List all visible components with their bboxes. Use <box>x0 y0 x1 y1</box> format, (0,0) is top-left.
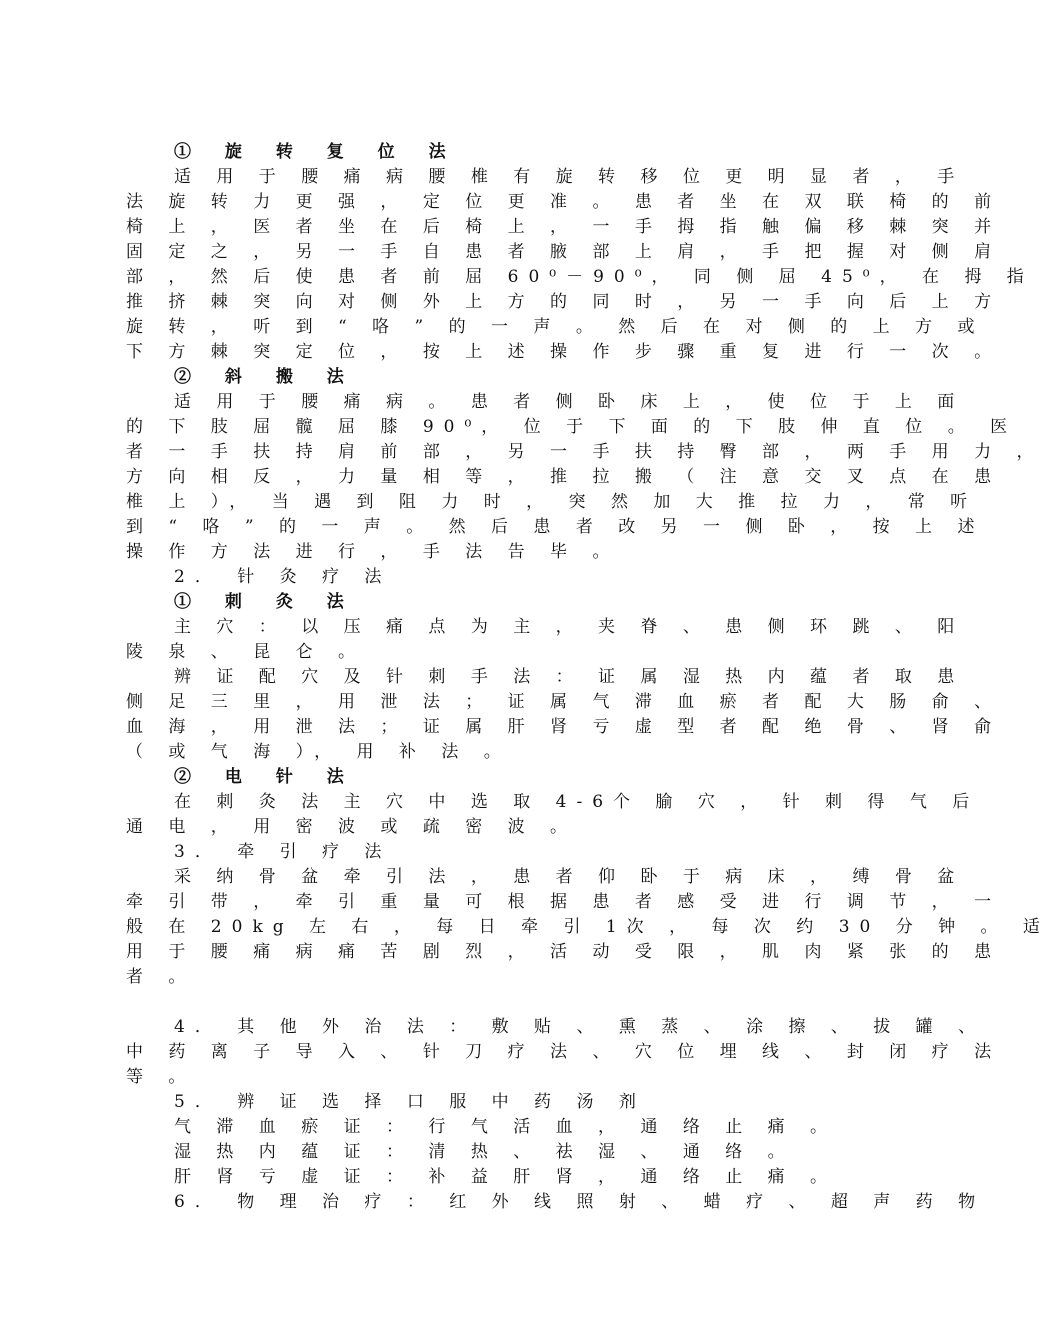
paragraph-line: 中 药 离 子 导 入 、 针 刀 疗 法 、 穴 位 埋 线 、 封 闭 疗 法 <box>126 1042 1002 1062</box>
paragraph-line: 血 海 ， 用 泄 法 ； 证 属 肝 肾 亏 虚 型 者 配 绝 骨 、 肾 俞 <box>126 717 1002 737</box>
paragraph-line: 方 向 相 反 ， 力 量 相 等 ， 推 拉 搬 （ 注 意 交 叉 点 在 患 <box>126 467 1002 487</box>
section-heading-physical-therapy: 6． 物 理 治 疗 ： 红 外 线 照 射 、 蜡 疗 、 超 声 药 物 <box>174 1192 986 1212</box>
paragraph-line: 操 作 方 法 进 行 ， 手 法 告 毕 。 <box>126 542 620 562</box>
paragraph-line: 固 定 之 ， 另 一 手 自 患 者 腋 部 上 肩 ， 手 把 握 对 侧 肩 <box>126 242 1002 262</box>
paragraph-line: 主 穴 ： 以 压 痛 点 为 主 ， 夹 脊 、 患 侧 环 跳 、 阳 <box>174 617 965 637</box>
syndrome-line: 肝 肾 亏 虚 证 ： 补 益 肝 肾 ， 通 络 止 痛 。 <box>174 1167 838 1187</box>
paragraph-line: 到 “ 咯 ” 的 一 声 。 然 后 患 者 改 另 一 侧 卧 ， 按 上 述 <box>126 517 985 537</box>
paragraph-line: 椅 上 ， 医 者 坐 在 后 椅 上 ， 一 手 拇 指 触 偏 移 棘 突 并 <box>126 217 1002 237</box>
blank-line <box>126 990 818 1015</box>
paragraph-line: 者 。 <box>126 967 196 987</box>
paragraph-line: 适 用 于 腰 痛 病 腰 椎 有 旋 转 移 位 更 明 显 者 ， 手 <box>174 167 965 187</box>
paragraph-line: 用 于 腰 痛 病 痛 苦 剧 烈 ， 活 动 受 限 ， 肌 肉 紧 张 的 患 <box>126 942 1002 962</box>
paragraph-line: 辨 证 配 穴 及 针 刺 手 法 ： 证 属 湿 热 内 蕴 者 取 患 <box>174 667 965 687</box>
section-heading-needle-moxibustion: ① 刺 灸 法 <box>174 592 358 612</box>
section-heading-oral-decoction: 5． 辨 证 选 择 口 服 中 药 汤 剂 <box>174 1092 646 1112</box>
paragraph-line: 法 旋 转 力 更 强 ， 定 位 更 准 。 患 者 坐 在 双 联 椅 的 前 <box>126 192 1002 212</box>
section-heading-oblique-pull: ② 斜 搬 法 <box>174 367 358 387</box>
section-heading-external-treatment: 4． 其 他 外 治 法 ： 敷 贴 、 熏 蒸 、 涂 擦 、 拔 罐 、 <box>174 1017 986 1037</box>
paragraph-line: 在 刺 灸 法 主 穴 中 选 取 4-6个 腧 穴 ， 针 刺 得 气 后 <box>174 792 980 812</box>
paragraph-line: 牵 引 带 ， 牵 引 重 量 可 根 据 患 者 感 受 进 行 调 节 ， 一 <box>126 892 1002 912</box>
paragraph-line: 般 在 20kg 左 右 ， 每 日 牵 引 1次 ， 每 次 约 30 分 钟 。 适 <box>126 917 1050 937</box>
document-page <box>126 140 1050 1215</box>
section-heading-electro-acupuncture: ② 电 针 法 <box>174 767 358 787</box>
paragraph-line: 椎 上 ）， 当 遇 到 阻 力 时 ， 突 然 加 大 推 拉 力 ， 常 听 <box>126 492 978 512</box>
paragraph-line: 推 挤 棘 突 向 对 侧 外 上 方 的 同 时 ， 另 一 手 向 后 上 方 <box>126 292 1002 312</box>
section-heading-acupuncture: 2． 针 灸 疗 法 <box>174 567 392 587</box>
paragraph-line: 采 纳 骨 盆 牵 引 法 ， 患 者 仰 卧 于 病 床 ， 缚 骨 盆 <box>174 867 965 887</box>
paragraph-line: 侧 足 三 里 ， 用 泄 法 ； 证 属 气 滞 血 瘀 者 配 大 肠 俞 、 <box>126 692 1002 712</box>
paragraph-line: 部 ， 然 后 使 患 者 前 屈 60⁰－90⁰， 同 侧 屈 45⁰， 在 拇 指 <box>126 267 1034 287</box>
paragraph-line: 通 电 ， 用 密 波 或 疏 密 波 。 <box>126 817 578 837</box>
paragraph-line: 下 方 棘 突 定 位 ， 按 上 述 操 作 步 骤 重 复 进 行 一 次 。 <box>126 342 1002 362</box>
paragraph-line: 的 下 肢 屈 髋 屈 膝 90⁰， 位 于 下 面 的 下 肢 伸 直 位 。 医 <box>126 417 1018 437</box>
paragraph-line: 适 用 于 腰 痛 病 。 患 者 侧 卧 床 上 ， 使 位 于 上 面 <box>174 392 965 412</box>
paragraph-line: 等 。 <box>126 1067 196 1087</box>
paragraph-line: 陵 泉 、 昆 仑 。 <box>126 642 366 662</box>
paragraph-line: （ 或 气 海 ）， 用 补 法 。 <box>126 742 511 762</box>
syndrome-line: 气 滞 血 瘀 证 ： 行 气 活 血 ， 通 络 止 痛 。 <box>174 1117 838 1137</box>
section-heading-rotation-reduction: ① 旋 转 复 位 法 <box>174 142 460 162</box>
paragraph-line: 旋 转 ， 听 到 “ 咯 ” 的 一 声 。 然 后 在 对 侧 的 上 方 或 <box>126 317 985 337</box>
section-heading-traction: 3． 牵 引 疗 法 <box>174 842 392 862</box>
syndrome-line: 湿 热 内 蕴 证 ： 清 热 、 祛 湿 、 通 络 。 <box>174 1142 795 1162</box>
paragraph-line: 者 一 手 扶 持 肩 前 部 ， 另 一 手 扶 持 臀 部 ， 两 手 用 力 ， <box>126 442 1044 462</box>
